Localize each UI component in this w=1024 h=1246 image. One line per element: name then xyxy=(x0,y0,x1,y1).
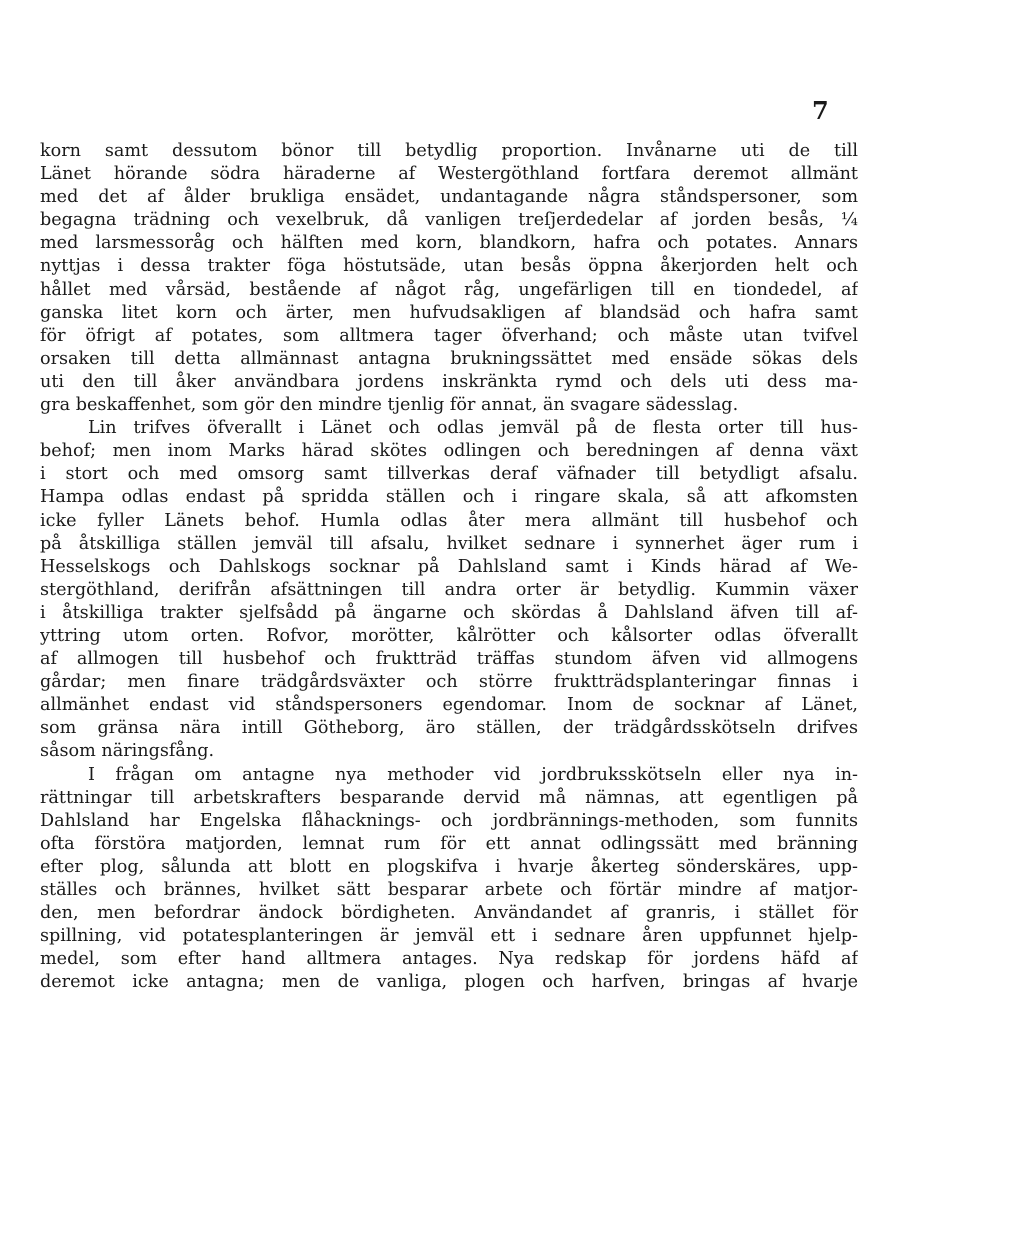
text-line: i åtskilliga trakter sjelfsådd på ängarne och skördas å Dahlsland äfven till af- xyxy=(40,602,858,623)
text-line: medel, som efter hand alltmera antages. Nya redskap för jordens häfd af xyxy=(40,949,858,970)
text-line: allmänhet endast vid ståndspersoners egendomar. Inom de socknar af Länet, xyxy=(40,695,858,716)
page-number: 7 xyxy=(812,96,829,125)
text-line: orsaken till detta allmännast antagna brukningssättet med ensäde sökas dels xyxy=(40,348,858,369)
text-line: rättningar till arbetskrafters besparande dervid må nämnas, att egentligen på xyxy=(40,787,858,808)
text-line: i stort och med omsorg samt tillverkas deraf väfnader till betydligt afsalu. xyxy=(40,464,858,485)
text-line: Dahlsland har Engelska flåhacknings- och jordbrännings-methoden, som funnits xyxy=(40,810,858,831)
text-line: gra beskaffenhet, som gör den mindre tjenlig för annat, än svagare sädesslag. xyxy=(40,395,739,416)
text-line: I frågan om antagne nya methoder vid jordbruksskötseln eller nya in- xyxy=(88,764,858,785)
text-line: hållet med vårsäd, bestående af något råg, ungefärligen till en tiondedel, af xyxy=(40,279,858,300)
text-line: den, men befordrar ändock bördigheten. Användandet af granris, i stället för xyxy=(40,903,858,924)
text-line: af allmogen till husbehof och fruktträd träffas stundom äfven vid allmogens xyxy=(40,649,858,670)
text-line: uti den till åker användbara jordens inskränkta rymd och dels uti dess ma- xyxy=(40,371,858,392)
text-line: yttring utom orten. Rofvor, morötter, kålrötter och kålsorter odlas öfverallt xyxy=(40,625,858,646)
text-line: ställes och brännes, hvilket sätt besparar arbete och förtär mindre af matjor- xyxy=(40,880,858,900)
text-line: ganska litet korn och ärter, men hufvudsakligen af blandsäd och hafra samt xyxy=(40,302,858,323)
text-line: Lin trifves öfverallt i Länet och odlas jemväl på de flesta orter till hus- xyxy=(88,418,858,439)
text-line: ofta förstöra matjorden, lemnat rum för ett annat odlingssätt med bränning xyxy=(40,833,858,854)
text-line: korn samt dessutom bönor till betydlig proportion. Invånarne uti de till xyxy=(40,141,858,161)
text-line: för öfrigt af potates, som alltmera tager öfverhand; och måste utan tvifvel xyxy=(40,325,858,346)
text-line: såsom näringsfång. xyxy=(40,741,215,762)
text-line: som gränsa nära intill Götheborg, äro ställen, der trädgårdsskötseln drifves xyxy=(40,718,858,739)
text-line: spillning, vid potatesplanteringen är jemväl ett i sednare åren uppfunnet hjelp- xyxy=(40,926,858,947)
text-line: begagna trädning och vexelbruk, då vanligen treſjerdedelar af jorden besås, ¼ xyxy=(40,210,858,231)
text-line: med det af ålder brukliga ensädet, undantagande några ståndspersoner, som xyxy=(40,187,858,208)
text-line: nyttjas i dessa trakter föga höstutsäde, utan besås öppna åkerjorden helt och xyxy=(40,256,858,277)
text-line: med larsmessoråg och hälften med korn, blandkorn, hafra och potates. Annars xyxy=(40,233,858,254)
text-line: gårdar; men finare trädgårdsväxter och större fruktträdsplanteringar finnas i xyxy=(40,672,858,693)
body-text xyxy=(40,140,858,994)
text-line: deremot icke antagna; men de vanliga, plogen och harfven, bringas af hvarje xyxy=(40,972,858,993)
text-line: Hesselskogs och Dahlskogs socknar på Dahlsland samt i Kinds härad af We- xyxy=(40,556,858,577)
text-line: efter plog, sålunda att blott en plogskifva i hvarje åkerteg sönderskäres, upp- xyxy=(40,856,858,877)
text-line: Länet hörande södra häraderne af Westergöthland fortfara deremot allmänt xyxy=(40,164,858,185)
text-line: stergöthland, derifrån afsättningen till andra orter är betydlig. Kummin växer xyxy=(40,579,858,600)
text-line: icke fyller Länets behof. Humla odlas åter mera allmänt till husbehof och xyxy=(40,510,858,531)
text-line: Hampa odlas endast på spridda ställen och i ringare skala, så att afkomsten xyxy=(40,487,858,508)
text-line: på åtskilliga ställen jemväl till afsalu, hvilket sednare i synnerhet äger rum i xyxy=(40,533,858,554)
text-line: behof; men inom Marks härad skötes odlingen och beredningen af denna växt xyxy=(40,441,858,462)
